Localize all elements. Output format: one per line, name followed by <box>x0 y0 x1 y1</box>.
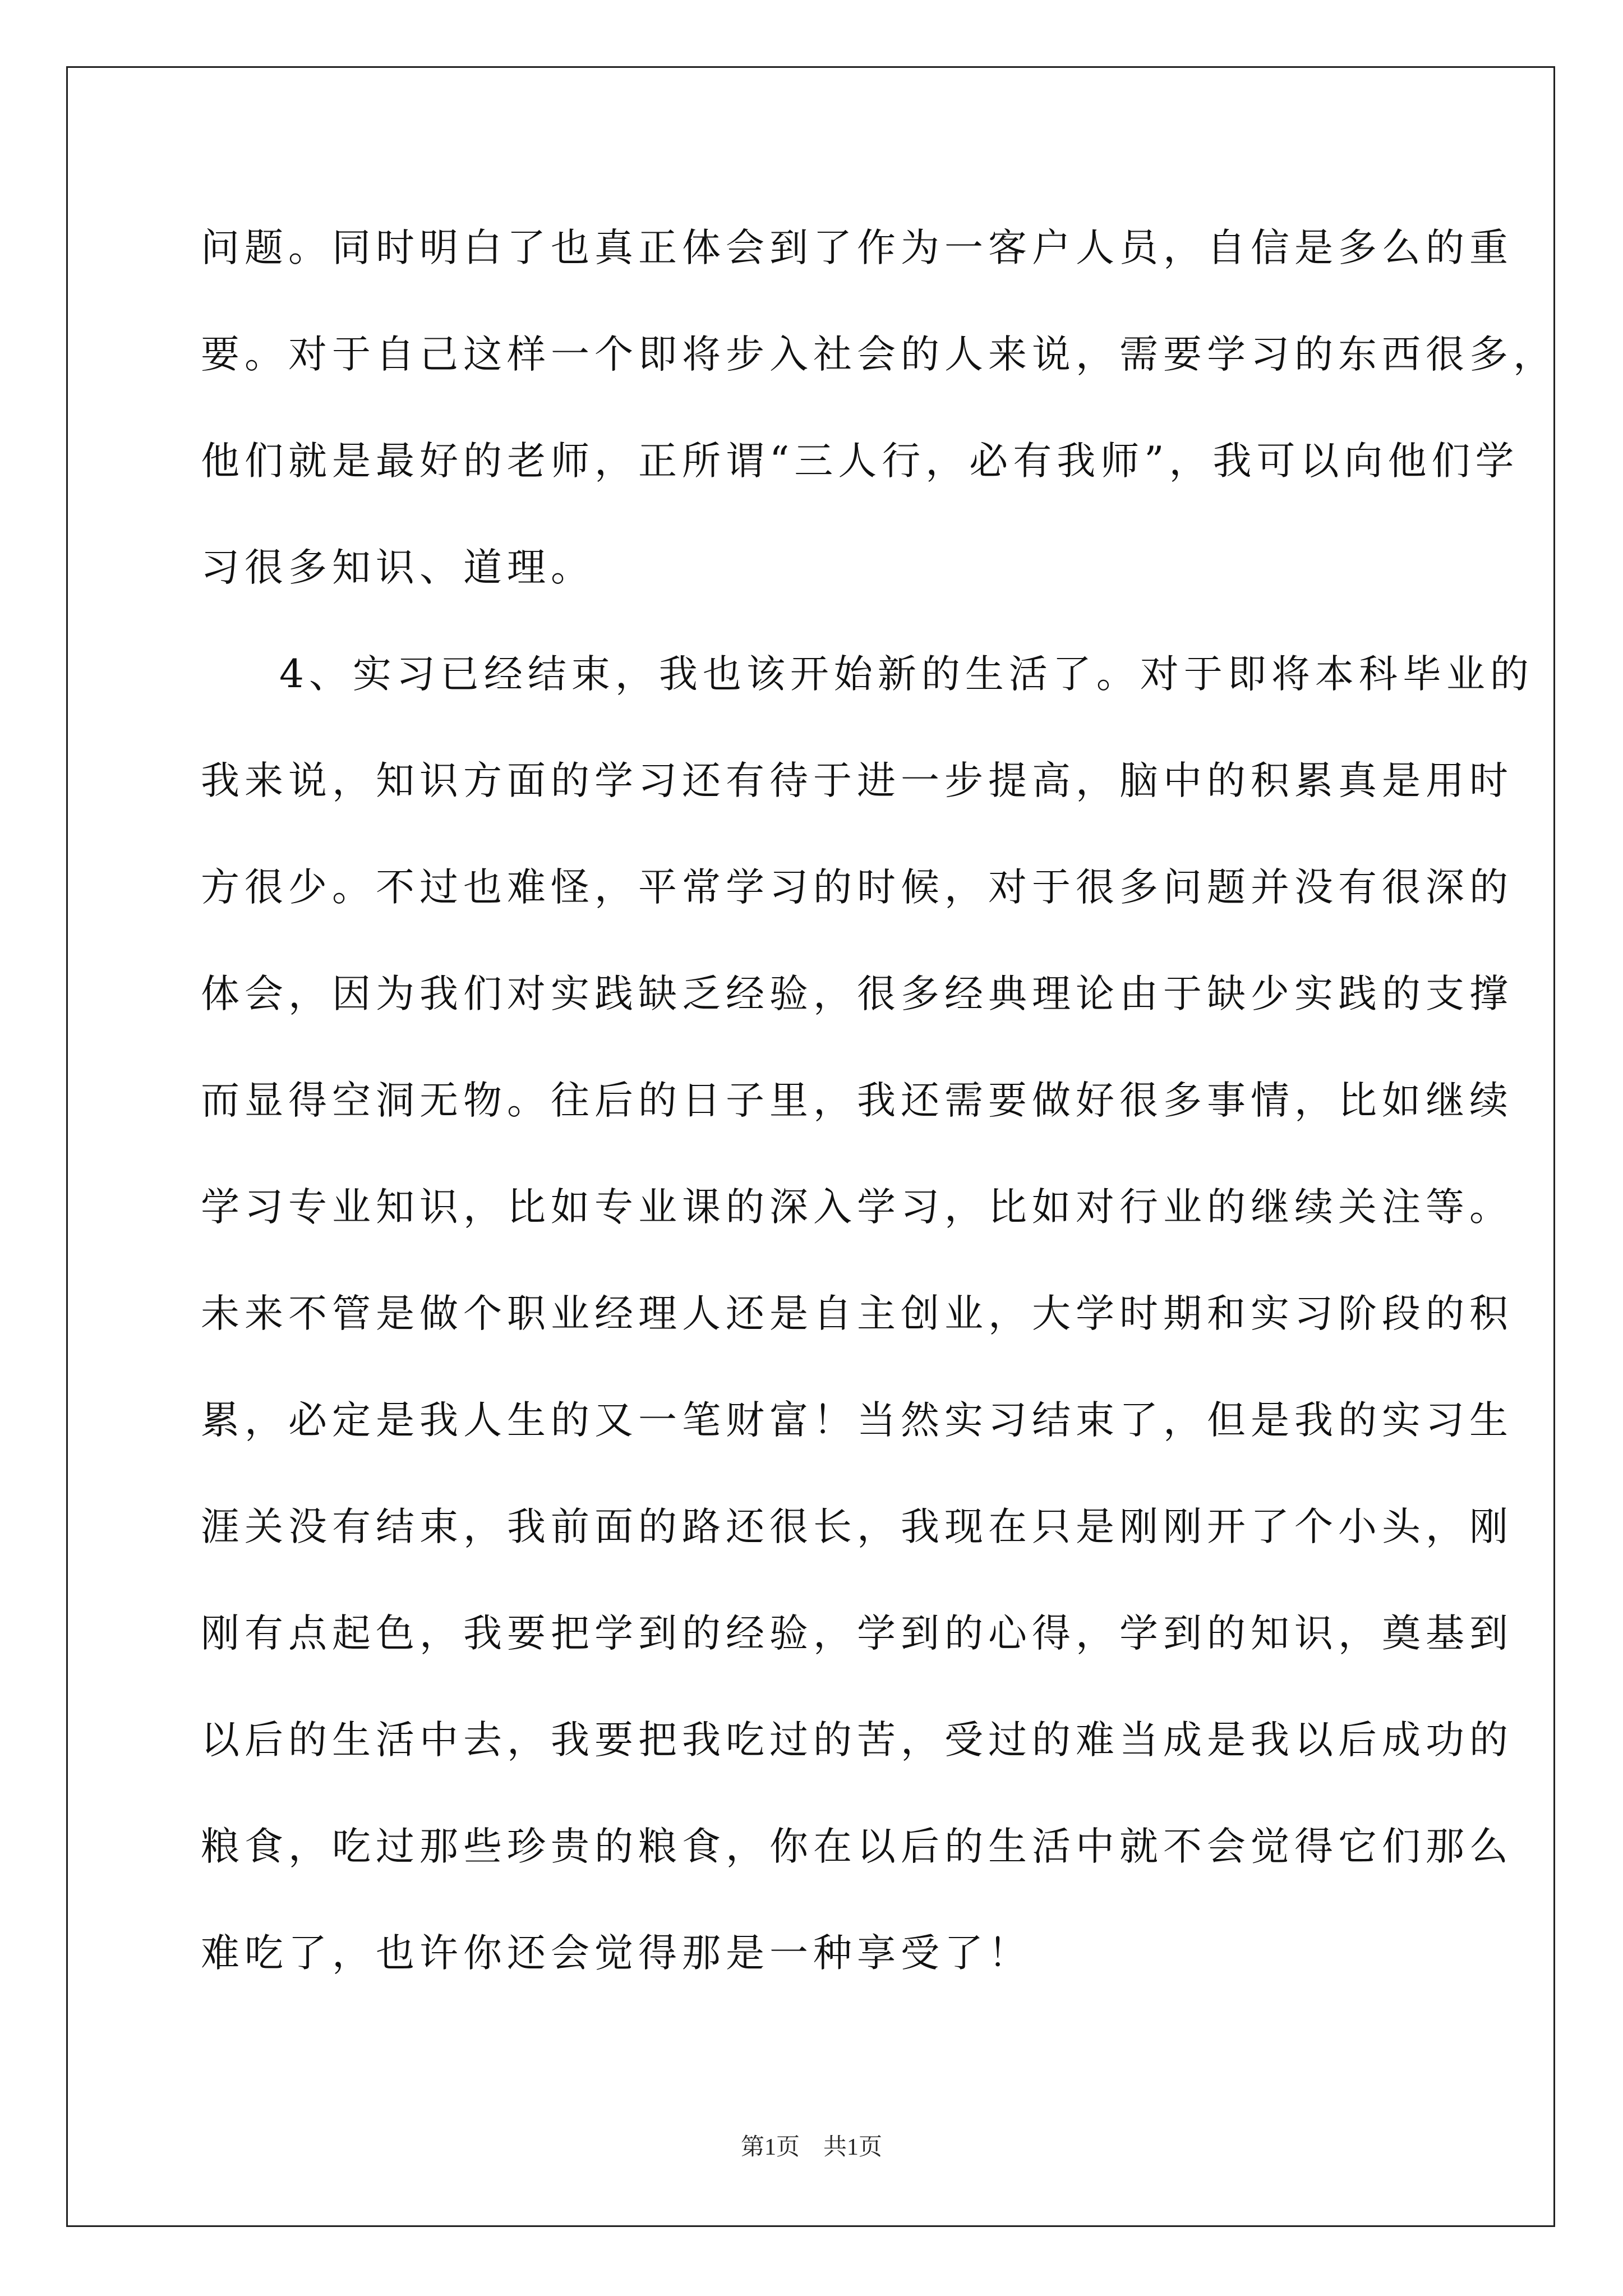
page-border <box>66 66 1555 2227</box>
text-line: 以后的生活中去，我要把我吃过的苦，受过的难当成是我以后成功的 <box>201 1718 1513 1763</box>
text-line: 要。对于自己这样一个即将步入社会的人来说，需要学习的东西很多， <box>201 332 1557 377</box>
text-line: 习很多知识、道理。 <box>201 545 594 590</box>
text-line: 他们就是最好的老师，正所谓“三人行，必有我师”，我可以向他们学 <box>201 439 1519 484</box>
page-number-footer: 第1页 共1页 <box>740 2134 882 2160</box>
text-line: 问题。同时明白了也真正体会到了作为一客户人员，自信是多么的重 <box>201 226 1513 270</box>
text-line: 刚有点起色，我要把学到的经验，学到的心得，学到的知识，奠基到 <box>201 1611 1513 1656</box>
text-line: 未来不管是做个职业经理人还是自主创业，大学时期和实习阶段的积 <box>201 1291 1513 1336</box>
paragraph-start-line: 4、实习已经结束，我也该开始新的生活了。对于即将本科毕业的 <box>279 652 1534 697</box>
text-line: 累，必定是我人生的又一笔财富！当然实习结束了，但是我的实习生 <box>201 1398 1513 1443</box>
text-line: 涯关没有结束，我前面的路还很长，我现在只是刚刚开了个小头，刚 <box>201 1504 1513 1549</box>
text-line: 我来说，知识方面的学习还有待于进一步提高，脑中的积累真是用时 <box>201 758 1513 803</box>
text-line: 难吃了，也许你还会觉得那是一种享受了！ <box>201 1931 1032 1976</box>
text-line: 而显得空洞无物。往后的日子里，我还需要做好很多事情，比如继续 <box>201 1078 1513 1123</box>
text-line: 体会，因为我们对实践缺乏经验，很多经典理论由于缺少实践的支撑 <box>201 972 1513 1016</box>
text-line: 粮食，吃过那些珍贵的粮食，你在以后的生活中就不会觉得它们那么 <box>201 1824 1513 1869</box>
text-line: 方很少。不过也难怪，平常学习的时候，对于很多问题并没有很深的 <box>201 865 1513 910</box>
text-line: 学习专业知识，比如专业课的深入学习，比如对行业的继续关注等。 <box>201 1185 1513 1230</box>
